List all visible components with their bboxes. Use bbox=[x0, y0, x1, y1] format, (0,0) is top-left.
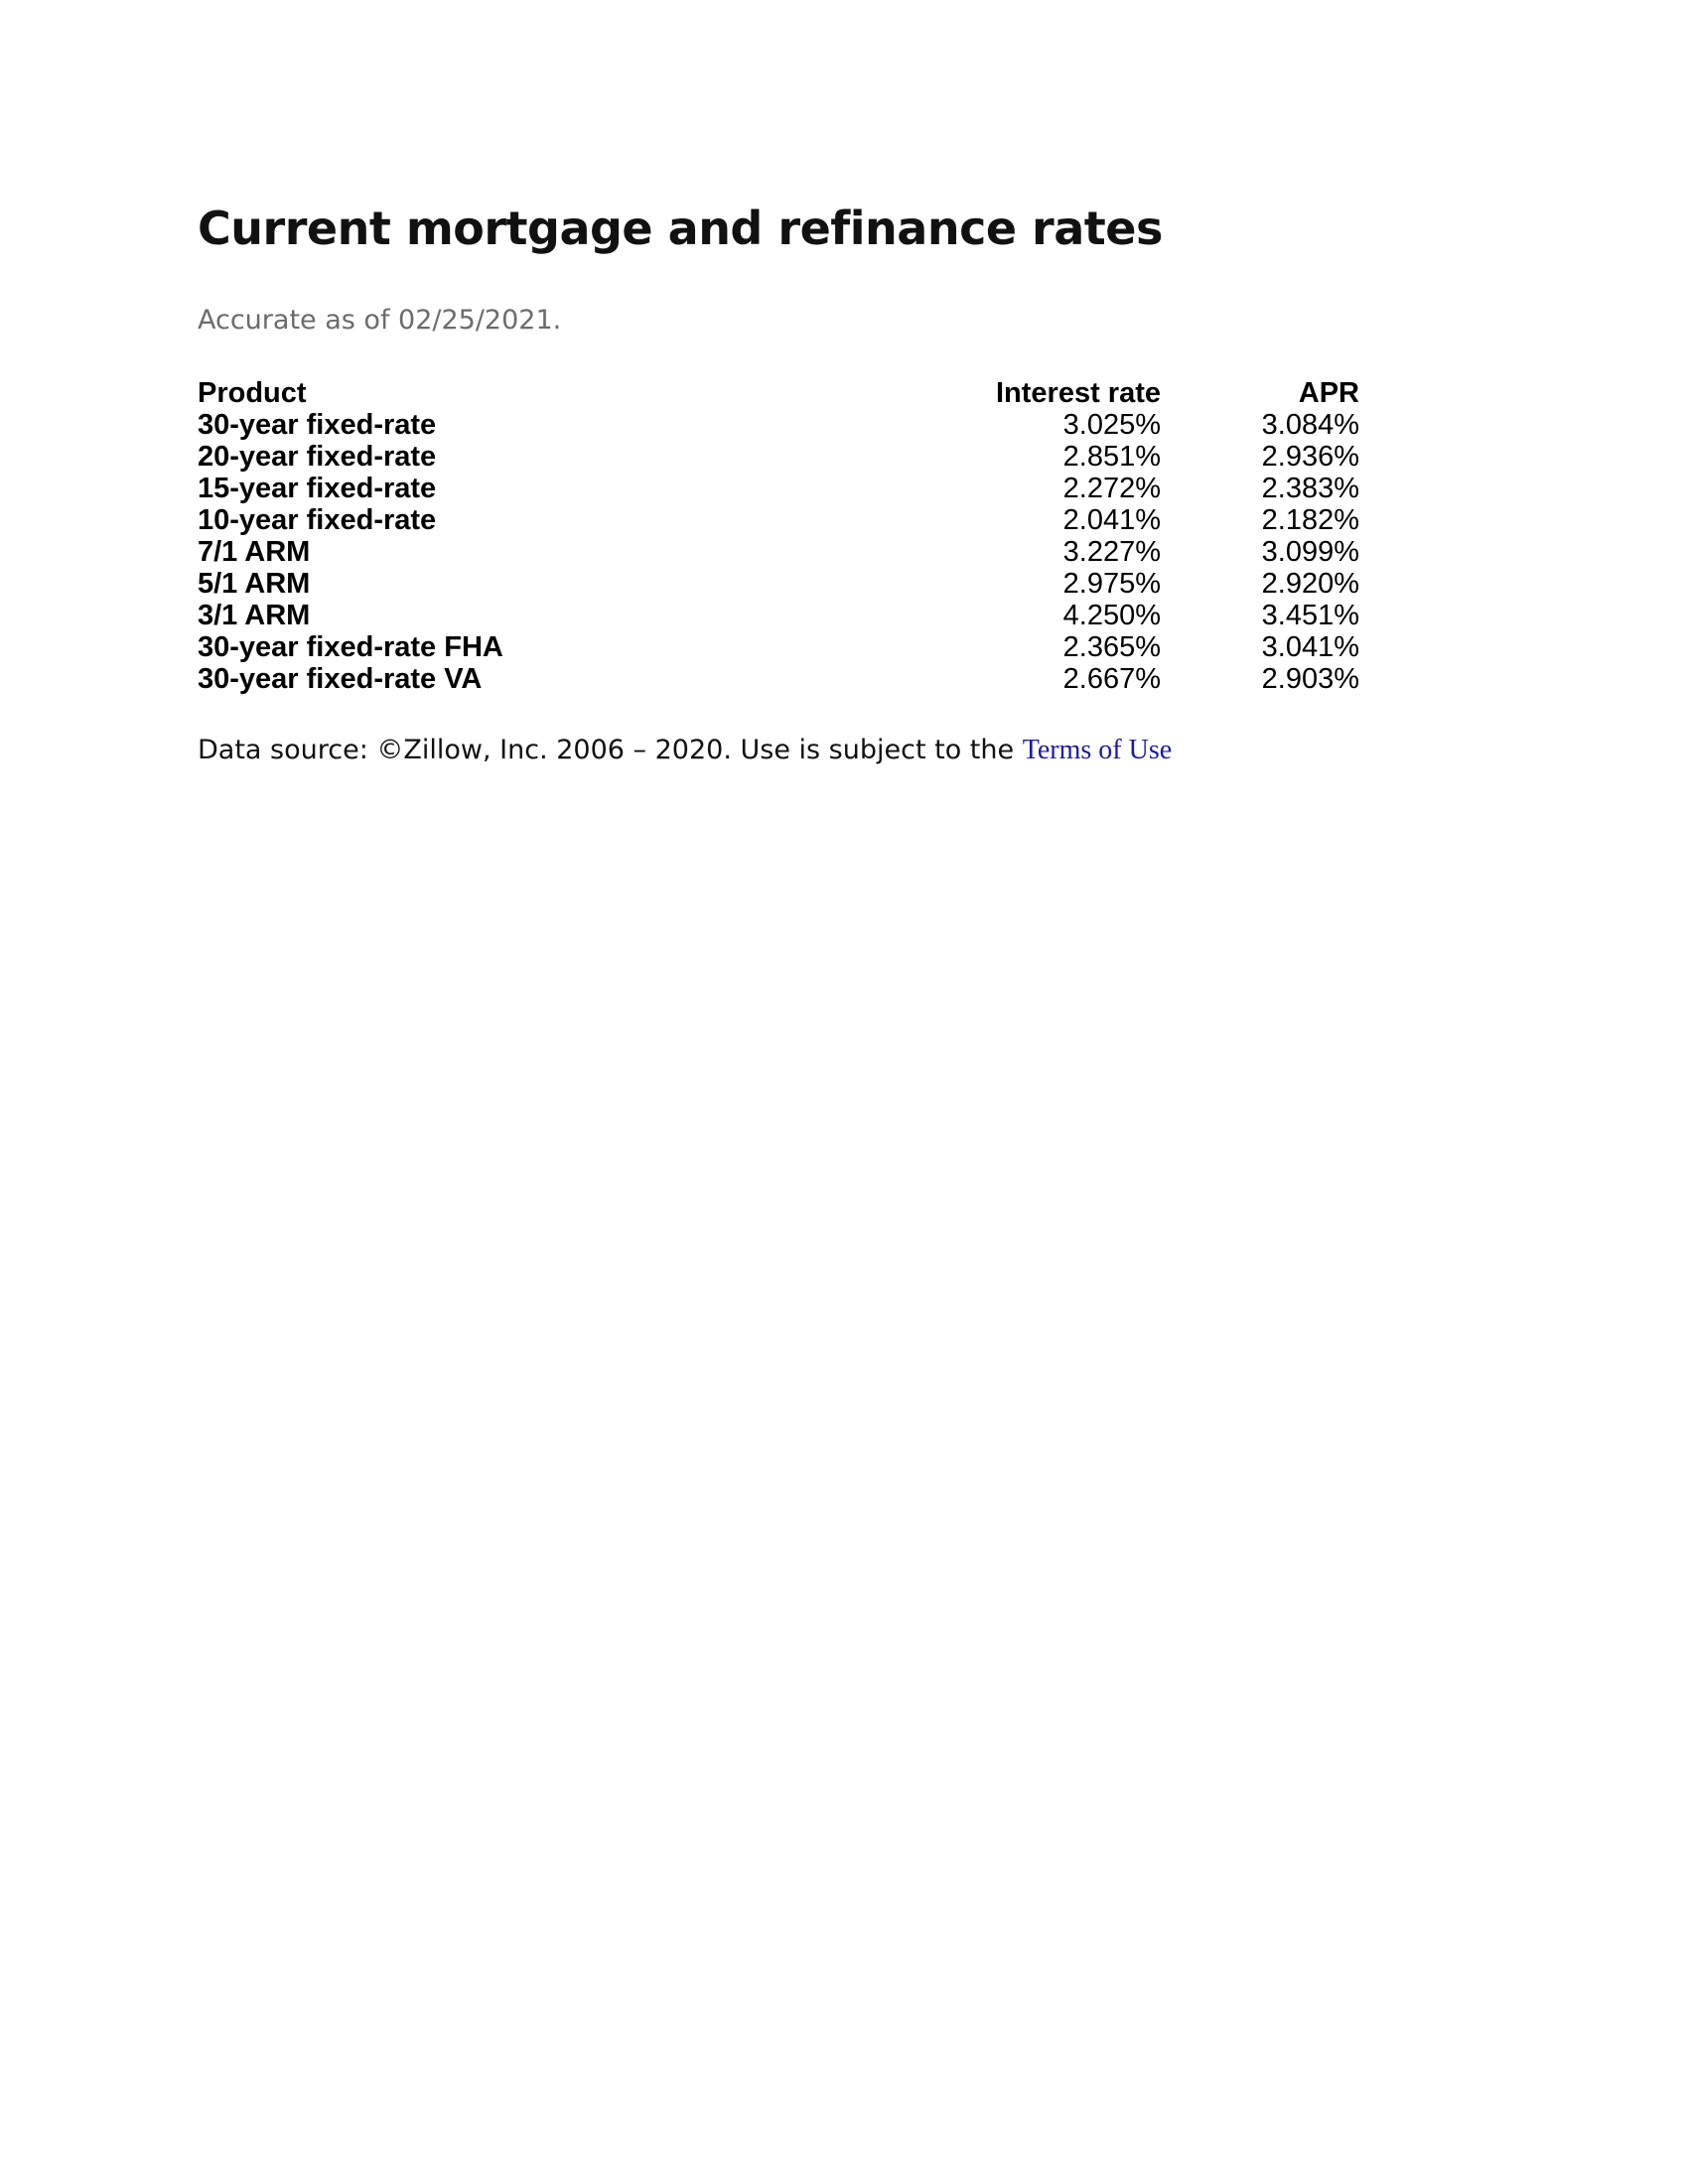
apr-cell: 3.084% bbox=[1261, 409, 1359, 441]
accuracy-note: Accurate as of 02/25/2021. bbox=[198, 305, 562, 336]
interest-rate-cell: 2.667% bbox=[1062, 663, 1161, 695]
terms-of-use-link[interactable]: Terms of Use bbox=[1022, 735, 1173, 765]
apr-cell: 2.383% bbox=[1261, 473, 1359, 504]
apr-cell: 3.099% bbox=[1261, 536, 1359, 568]
product-cell: 5/1 ARM bbox=[198, 568, 311, 600]
table-row bbox=[198, 568, 1359, 600]
page-title: Current mortgage and refinance rates bbox=[198, 202, 1163, 255]
product-cell: 10-year fixed-rate bbox=[198, 504, 437, 536]
data-source-text: Data source: ©Zillow, Inc. 2006 – 2020. Use is subject to the bbox=[198, 735, 1023, 765]
apr-cell: 2.903% bbox=[1261, 663, 1359, 695]
apr-cell: 2.936% bbox=[1261, 441, 1359, 473]
table-row bbox=[198, 600, 1359, 631]
product-cell: 30-year fixed-rate bbox=[198, 409, 437, 441]
apr-cell: 3.451% bbox=[1261, 600, 1359, 631]
header-interest-rate: Interest rate bbox=[995, 377, 1161, 409]
apr-cell: 3.041% bbox=[1261, 631, 1359, 663]
table-row bbox=[198, 631, 1359, 663]
table-header-row bbox=[198, 377, 1359, 409]
header-apr: APR bbox=[1298, 377, 1359, 409]
header-product: Product bbox=[198, 377, 307, 409]
table-row bbox=[198, 536, 1359, 568]
interest-rate-cell: 3.025% bbox=[1062, 409, 1161, 441]
interest-rate-cell: 2.272% bbox=[1062, 473, 1161, 504]
apr-cell: 2.920% bbox=[1261, 568, 1359, 600]
interest-rate-cell: 2.365% bbox=[1062, 631, 1161, 663]
product-cell: 20-year fixed-rate bbox=[198, 441, 437, 473]
table-row bbox=[198, 409, 1359, 441]
data-source-note bbox=[198, 733, 1172, 768]
rates-table bbox=[198, 377, 1359, 695]
table-row bbox=[198, 441, 1359, 473]
interest-rate-cell: 3.227% bbox=[1062, 536, 1161, 568]
product-cell: 3/1 ARM bbox=[198, 600, 311, 631]
interest-rate-cell: 4.250% bbox=[1062, 600, 1161, 631]
table-row bbox=[198, 504, 1359, 536]
product-cell: 30-year fixed-rate VA bbox=[198, 663, 483, 695]
product-cell: 30-year fixed-rate FHA bbox=[198, 631, 503, 663]
interest-rate-cell: 2.851% bbox=[1062, 441, 1161, 473]
table-row bbox=[198, 473, 1359, 504]
table-row bbox=[198, 663, 1359, 695]
product-cell: 15-year fixed-rate bbox=[198, 473, 437, 504]
interest-rate-cell: 2.041% bbox=[1062, 504, 1161, 536]
apr-cell: 2.182% bbox=[1261, 504, 1359, 536]
product-cell: 7/1 ARM bbox=[198, 536, 311, 568]
interest-rate-cell: 2.975% bbox=[1062, 568, 1161, 600]
